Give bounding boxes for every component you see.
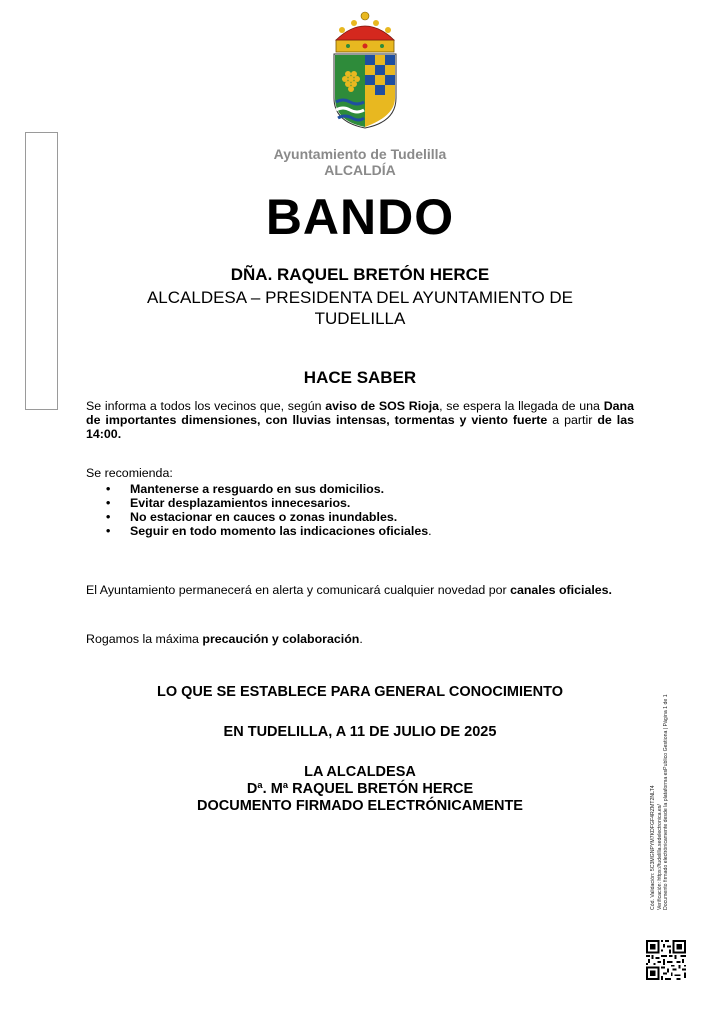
header: [80, 146, 640, 178]
recommendations-list: [106, 482, 432, 538]
bold-run: aviso de SOS Rioja: [325, 399, 440, 413]
verification-url[interactable]: Verificación: https://tudelilla.sedelectronica.es/: [656, 804, 663, 910]
text-run: , se espera la llegada de una: [439, 399, 604, 413]
verification-stamp: [650, 630, 670, 910]
bold-run: canales oficiales.: [510, 583, 613, 597]
signer-name: Dª. Mª RAQUEL BRETÓN HERCE: [246, 781, 474, 797]
list-item-text: Evitar desplazamientos innecesarios.: [130, 496, 351, 510]
paragraph-alert: [86, 583, 634, 597]
list-item-text: Mantenerse a resguardo en sus domicilios.: [130, 482, 385, 496]
text-run: Rogamos la máxima: [86, 632, 203, 646]
text-run: Se informa a todos los vecinos que, según: [86, 399, 326, 413]
margin-frame: [25, 132, 58, 410]
bold-run: Dana de importantes dimensiones, con lluvias intensas, tormentas y viento fuerte: [86, 399, 634, 427]
list-item-suffix: .: [428, 524, 432, 538]
coat-of-arms-icon: [326, 10, 404, 130]
bold-run: precaución y colaboración: [202, 632, 360, 646]
paragraph-request: [86, 632, 634, 646]
closing-statement: LO QUE SE ESTABLECE PARA GENERAL CONOCIMIENTO: [156, 684, 564, 700]
qr-code-icon: [646, 940, 686, 980]
department-name: ALCALDÍA: [324, 162, 396, 178]
signer-title: LA ALCALDESA: [304, 764, 416, 780]
announcement-heading: HACE SABER: [303, 368, 417, 387]
list-item: [106, 482, 432, 496]
list-item: [106, 510, 432, 524]
recommendations-intro: Se recomienda:: [86, 466, 173, 480]
signature-block: [80, 764, 640, 815]
list-item: [106, 496, 432, 510]
validation-code: Cód. Validación: 5C3MGNPYM7KDFGF4RZMT2NLT4: [650, 785, 656, 910]
document-title: BANDO: [265, 189, 455, 245]
paragraph-warning: [86, 399, 634, 441]
list-item: [106, 524, 432, 538]
text-run: .: [359, 632, 363, 646]
signature-note: DOCUMENTO FIRMADO ELECTRÓNICAMENTE: [197, 798, 523, 814]
bold-run: de las 14:00.: [86, 413, 634, 441]
organization-name: Ayuntamiento de Tudelilla: [273, 146, 447, 162]
mayor-role: ALCALDESA – PRESIDENTA DEL AYUNTAMIENTO DE TUDELILLA: [146, 288, 574, 328]
signed-note: Documento firmado electrónicamente desde la plataforma esPublico Gestiona | Página 1 de 1: [663, 694, 670, 910]
text-run: El Ayuntamiento permanecerá en alerta y comunicará cualquier novedad por: [86, 583, 511, 597]
place-date: EN TUDELILLA, A 11 DE JULIO DE 2025: [223, 724, 497, 740]
mayor-name: DÑA. RAQUEL BRETÓN HERCE: [230, 265, 490, 284]
list-item-text: Seguir en todo momento las indicaciones oficiales: [130, 524, 429, 538]
text-run: a partir: [547, 413, 598, 427]
list-item-text: No estacionar en cauces o zonas inundables.: [130, 510, 398, 524]
